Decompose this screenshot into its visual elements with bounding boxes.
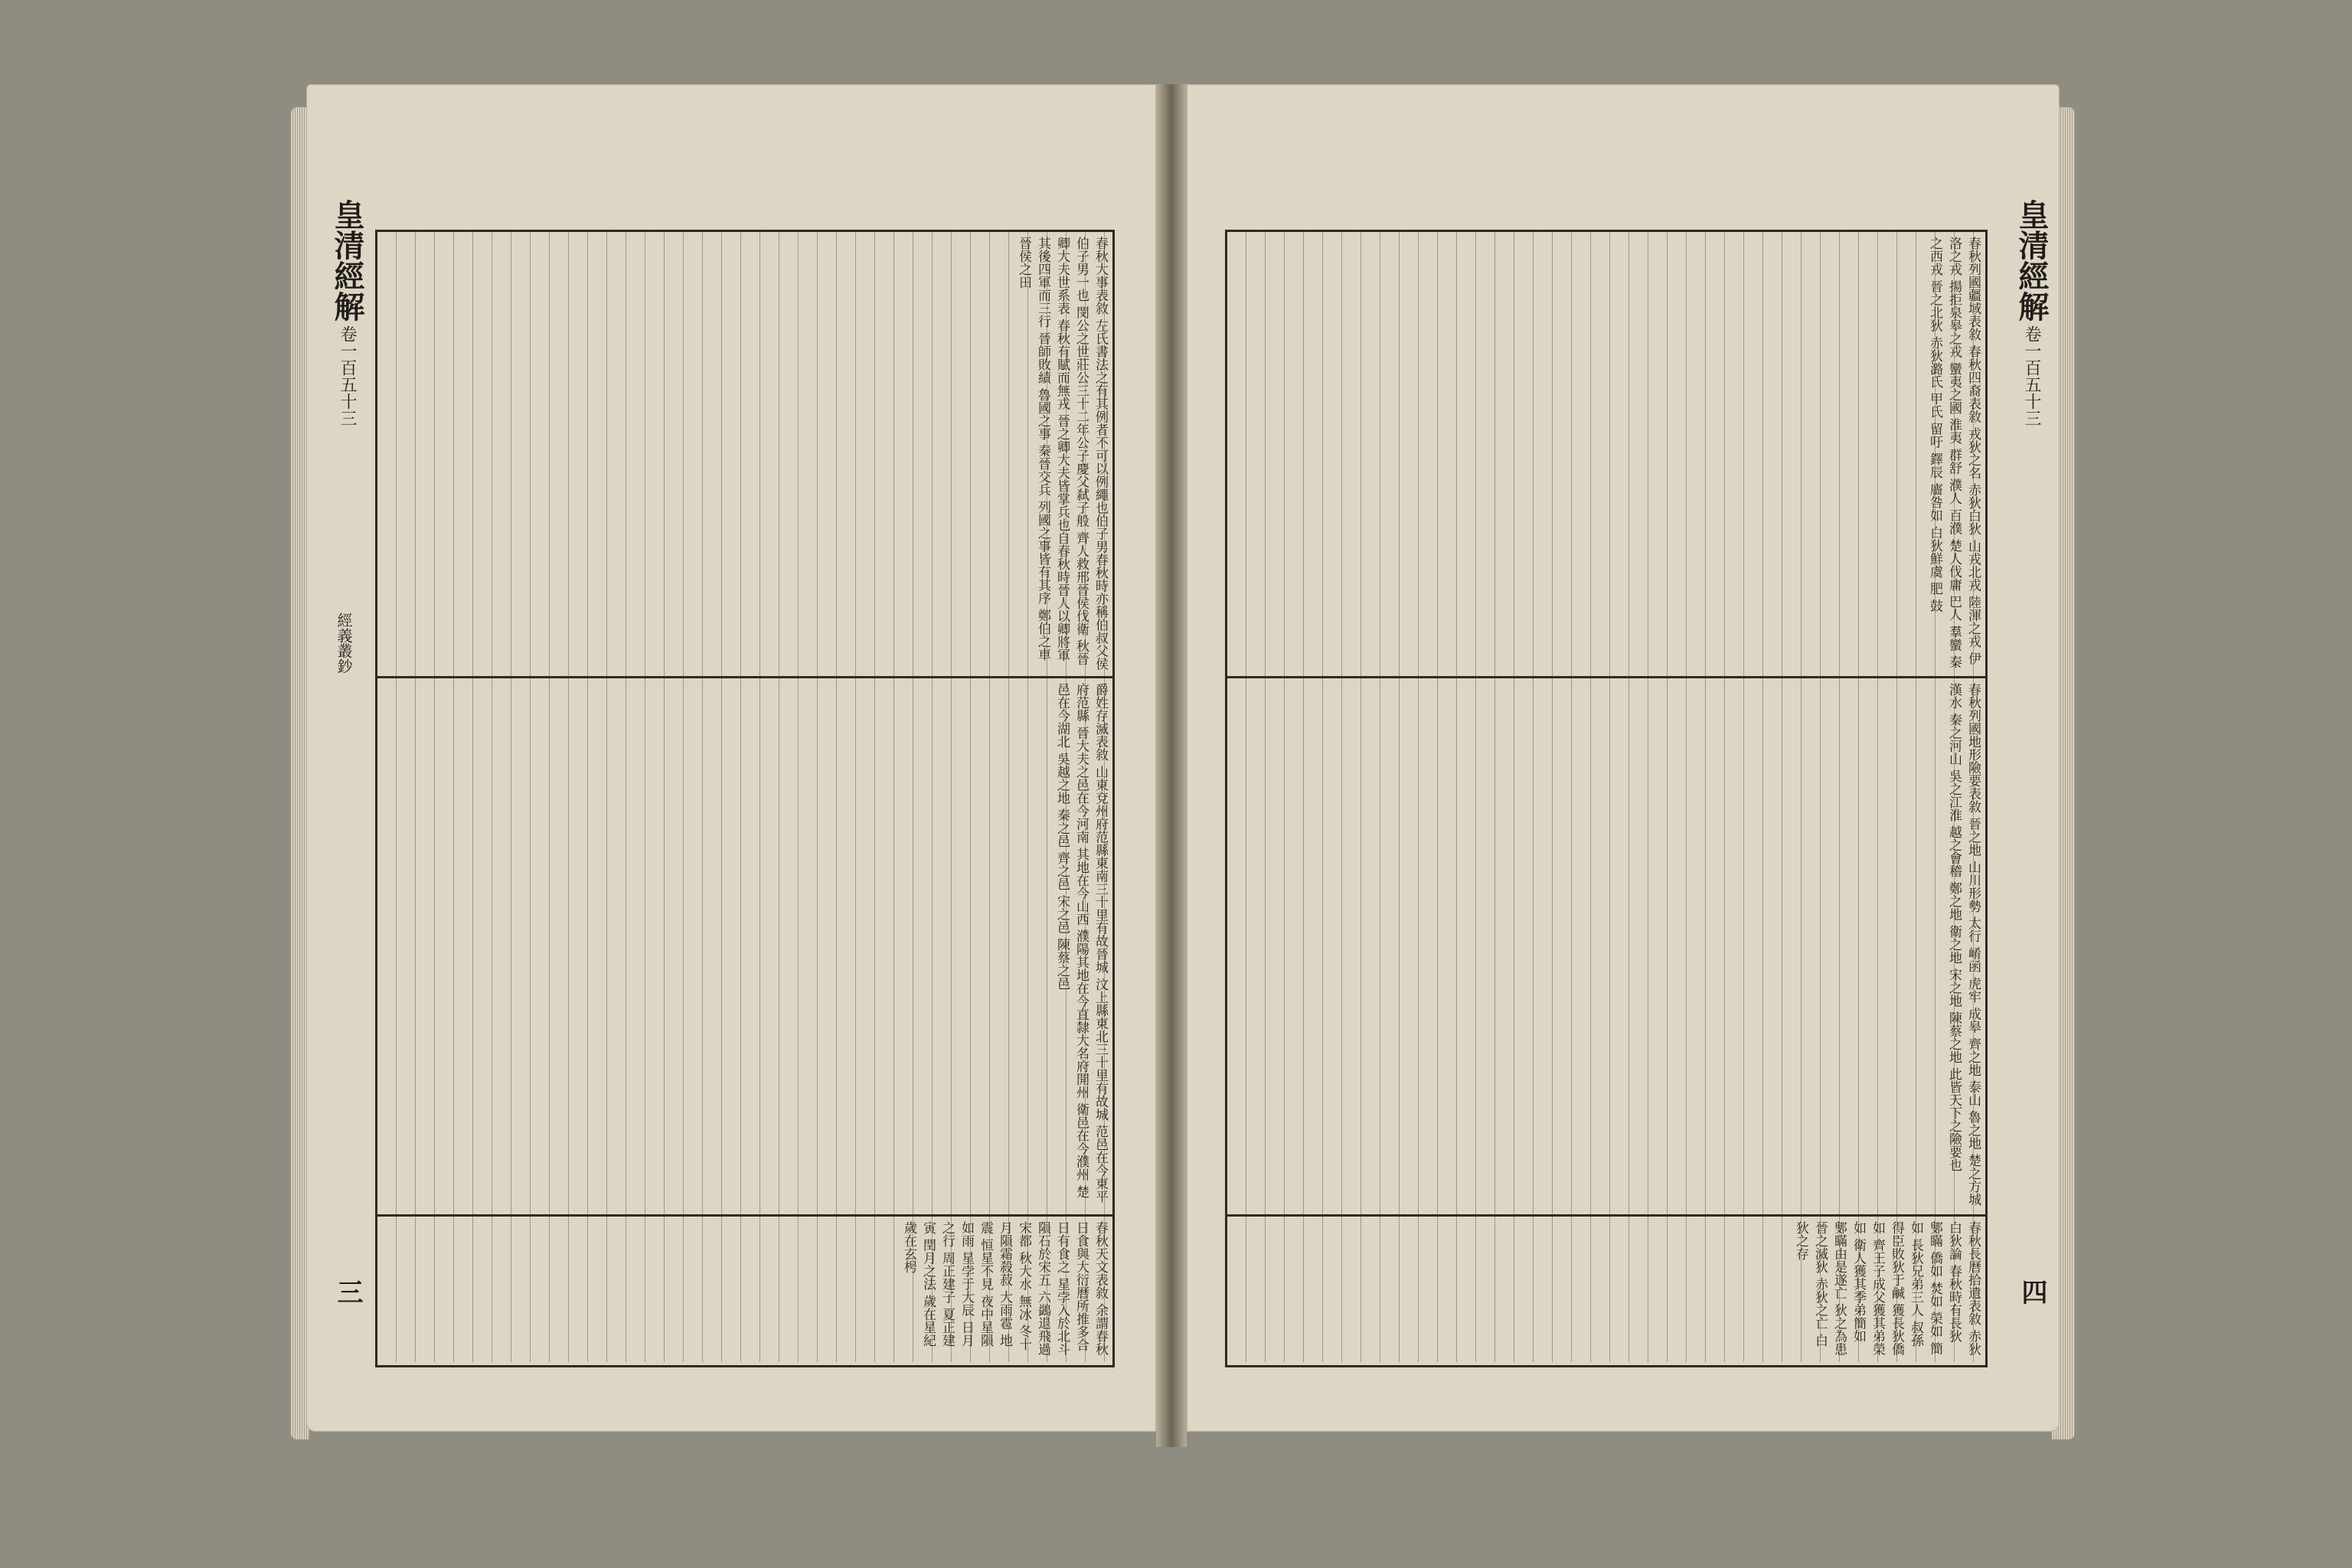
left-margin-volume: 卷一百五十三	[338, 325, 357, 427]
right-lower-text: 春秋長曆拾遺表敘 赤狄白狄論 春秋時有長狄 鄋瞞 僑如 焚如 榮如 簡如 長狄兄弟三人 叔孫得臣敗狄于鹹 獲長狄僑如 齊王子成父獲其弟榮如 衛人獲其季弟簡如 鄋瞞由是遂亡 狄之為患 晉之滅狄 赤狄之亡 白狄之存	[1793, 1221, 1981, 1356]
right-margin-title: 皇清經解	[2014, 199, 2050, 322]
left-lower-text: 春秋天文表敘 余謂春秋日食與大衍曆所推多合 日有食之 星孛入於北斗 隕石於宋五 六鷁退飛過宋都 秋大水 無冰 冬十月隕霜殺菽 大雨雹 地震 恒星不見 夜中星隕如雨 星孛于大辰 日月之行 周正建子 夏正建寅 閏月之法 歲在星紀 歲在玄枵	[901, 1221, 1108, 1356]
left-margin-title: 皇清經解	[329, 199, 365, 322]
right-middle-text: 春秋列國地形險要表敘 晉之地 山川形勢 太行 崤函 虎牢 成皋 齊之地 泰山 魯之地 楚之方城 漢水 秦之河山 吳之江淮 越之會稽 鄭之地 衛之地 宋之地 陳蔡之地 此皆天下之險要也	[1946, 683, 1981, 1207]
right-lower-section	[1227, 1217, 1985, 1362]
left-subtitle: 經義叢鈔	[335, 612, 353, 674]
left-margin-column	[325, 199, 369, 426]
right-upper-text: 春秋列國疆域表敘 春秋四裔表敘 戎狄之名 赤狄白狄 山戎北戎 陸渾之戎 伊洛之戎 揚拒泉皋之戎 蠻夷之國 淮夷 群舒 濮人 百濮 楚人伐庸 巴人 羣蠻 秦之西戎 晉之北狄 赤狄潞氏 甲氏 留吁 鐸辰 廧咎如 白狄鮮虞 肥 鼓	[1927, 237, 1981, 669]
right-middle-section	[1227, 678, 1985, 1214]
left-middle-section	[377, 678, 1112, 1214]
left-upper-text: 春秋大事表敘 左氏書法之有其例者不可以例繩也伯子男春秋時亦稱伯叔父侯伯子男一也 閔公之世莊公三十二年公子慶父弑子般 齊人救邢晉侯伐衛 秋晉卿大夫世系表 春秋有賦而無戎 晉之卿大夫皆掌兵也自春秋時晉人以卿將軍 其後四軍而三行 晉師敗績 魯國之事 秦晉交兵 列國之事皆有其序 鄭伯之車 晉侯之田	[1016, 237, 1108, 671]
right-margin-leaf: 四	[2017, 1279, 2047, 1305]
left-upper-section	[377, 232, 1112, 676]
right-margin-column	[2010, 199, 2053, 426]
right-margin-volume: 卷一百五十三	[2022, 325, 2041, 427]
left-lower-section	[377, 1217, 1112, 1362]
right-upper-section	[1227, 232, 1985, 676]
left-text-frame	[375, 230, 1115, 1367]
book-gutter	[1156, 84, 1187, 1447]
left-margin-leaf: 三	[332, 1279, 363, 1305]
open-book	[291, 84, 2075, 1524]
left-middle-text: 爵姓存滅表敘 山東兗州府范縣東南三十里有故晉城 汶上縣東北三十里有故城 范邑在今東平府范縣 晉大夫之邑在今河南 其地在今山西 濮陽其地在今直隸大名府開州 衛邑在今濮州 楚邑在今湖北 吳越之地 秦之邑 齊之邑 宋之邑 陳蔡之邑	[1054, 683, 1108, 1204]
right-text-frame	[1225, 230, 1988, 1367]
